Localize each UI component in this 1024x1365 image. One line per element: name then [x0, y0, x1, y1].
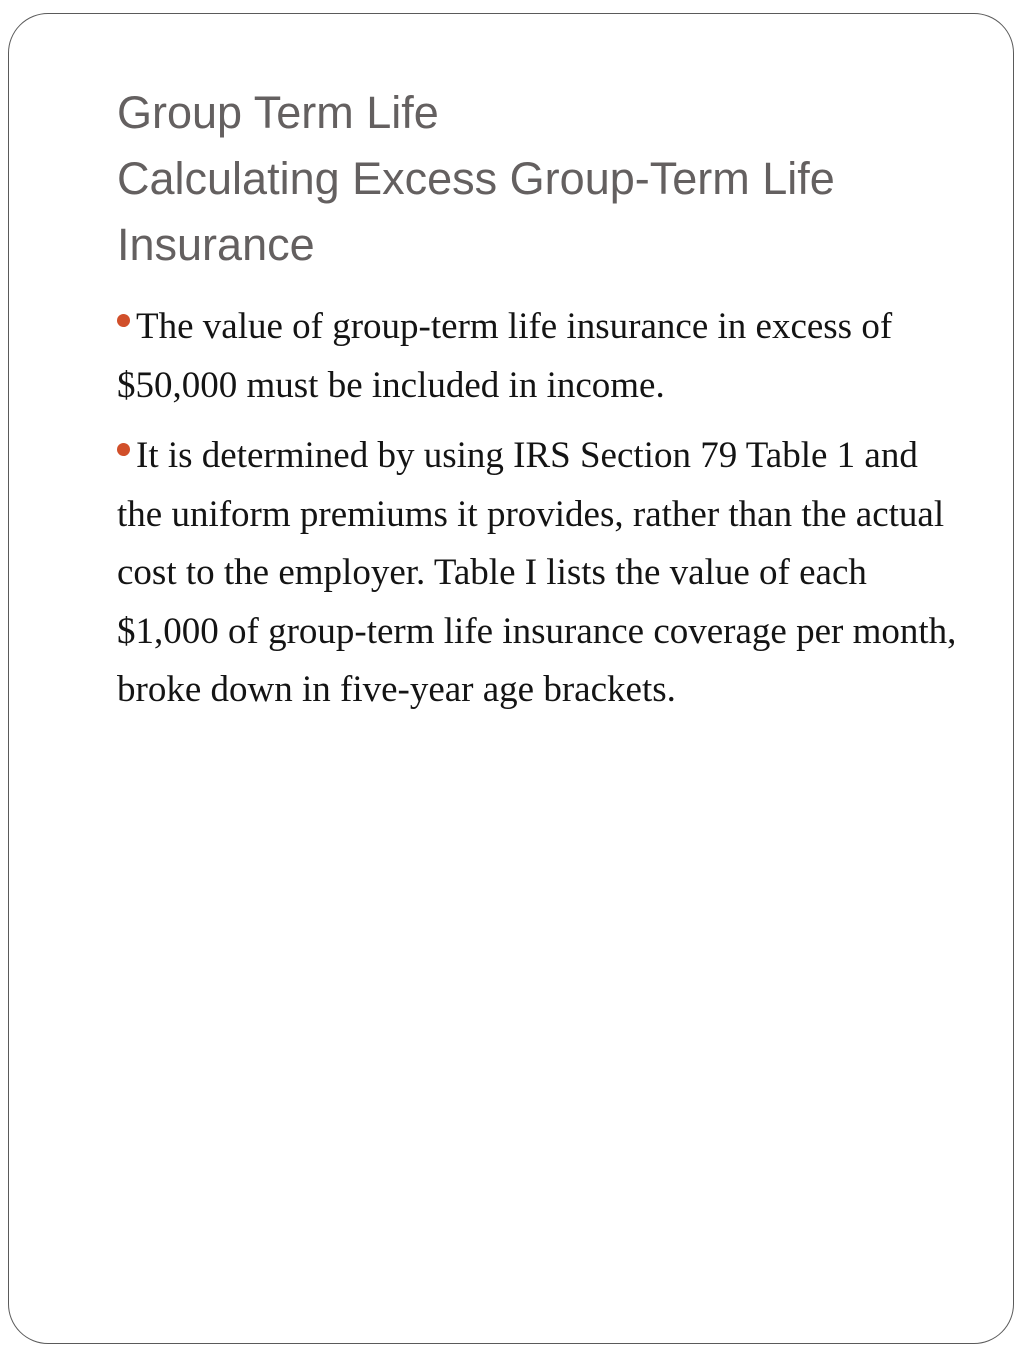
bullet-item-1 — [117, 298, 967, 415]
bullet-text-1: The value of group-term life insurance in excess of $50,000 must be included in income. — [117, 306, 893, 406]
bullet-dot-icon — [117, 443, 130, 456]
slide-title-line-3: Insurance — [117, 219, 315, 270]
bullet-dot-icon — [117, 314, 130, 327]
bullet-list — [117, 298, 967, 732]
slide-title — [117, 80, 977, 278]
slide-title-line-1: Group Term Life — [117, 87, 439, 138]
bullet-item-2 — [117, 427, 967, 720]
bullet-text-2: It is determined by using IRS Section 79 Table 1 and the uniform premiums it provides, rather than the actual cost to the employer. Table I lists the value of each $1,000 of group-term life insurance coverage per month, broke down in five-year age brackets. — [117, 435, 957, 710]
slide-title-line-2: Calculating Excess Group-Term Life — [117, 153, 835, 204]
